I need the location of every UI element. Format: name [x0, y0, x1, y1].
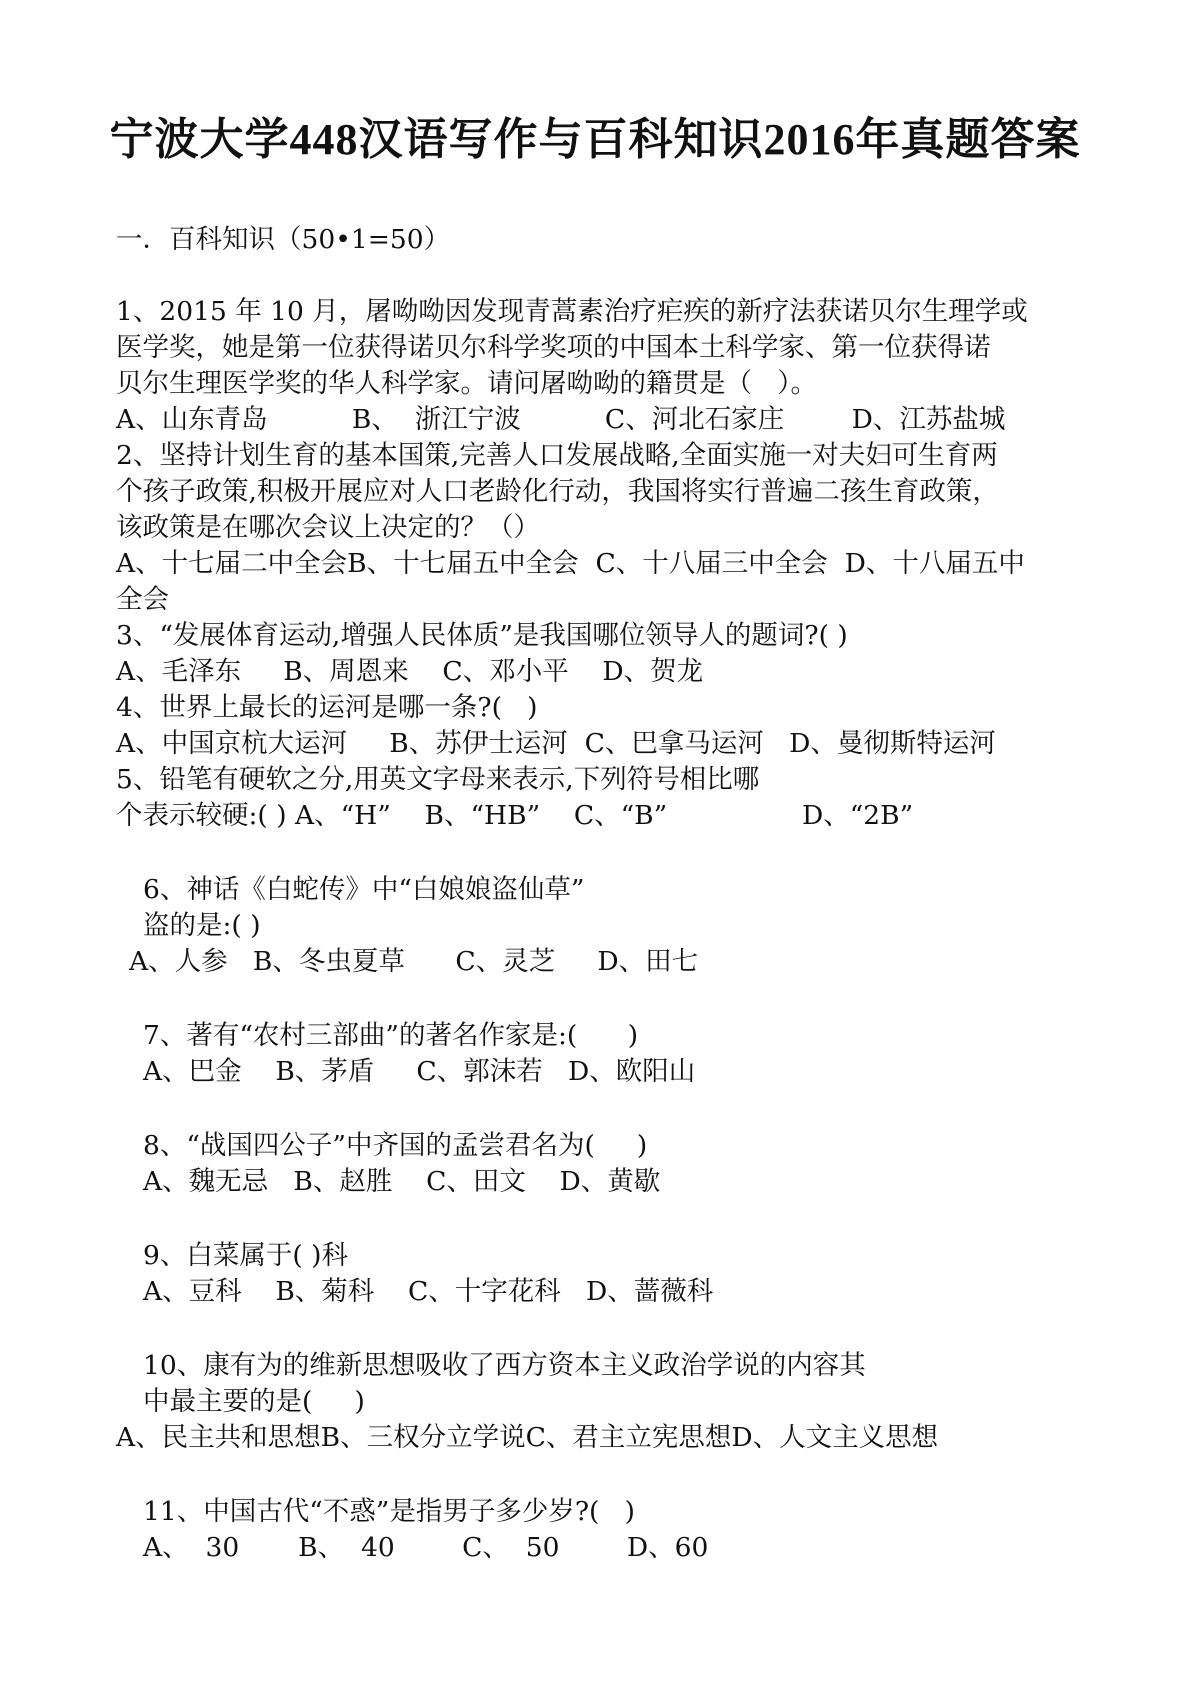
- question-4-options: A、中国京杭大运河 B、苏伊士运河 C、巴拿马运河 D、曼彻斯特运河: [116, 728, 996, 759]
- question-5-line-1: 5、铅笔有硬软之分,用英文字母来表示,下列符号相比哪: [116, 764, 760, 795]
- question-3-line-1: 3、“发展体育运动,增强人民体质”是我国哪位领导人的题词?( ): [116, 620, 848, 651]
- question-7-line-1: 7、著有“农村三部曲”的著名作家是:( ): [143, 1020, 639, 1051]
- question-1-options: A、山东青岛 B、 浙江宁波 C、河北石家庄 D、江苏盐城: [116, 404, 1006, 435]
- question-2-line-3: 该政策是在哪次会议上决定的？（）: [116, 512, 540, 543]
- question-1-line-2: 医学奖，她是第一位获得诺贝尔科学奖项的中国本土科学家、第一位获得诺: [116, 332, 991, 363]
- question-2-options: A、十七届二中全会B、十七届五中全会 C、十八届三中全会 D、十八届五中: [116, 548, 1025, 579]
- question-10-line-1: 10、康有为的维新思想吸收了西方资本主义政治学说的内容其: [143, 1350, 866, 1381]
- question-2-line-2: 个孩子政策,积极开展应对人口老龄化行动，我国将实行普遍二孩生育政策，: [116, 476, 999, 507]
- section-heading: 一．百科知识（50•1=50）: [116, 224, 451, 255]
- document-title: 宁波大学448汉语写作与百科知识2016年真题答案: [109, 115, 1081, 164]
- question-8-line-1: 8、“战国四公子”中齐国的孟尝君名为( ): [143, 1130, 648, 1161]
- question-1-line-1: 1、2015 年 10 月，屠呦呦因发现青蒿素治疗疟疾的新疗法获诺贝尔生理学或: [116, 296, 1028, 327]
- question-4-line-1: 4、世界上最长的运河是哪一条?( ): [116, 692, 538, 723]
- question-8-options: A、魏无忌 B、赵胜 C、田文 D、黄歇: [143, 1166, 661, 1197]
- question-5-line-2: 个表示较硬:( ) A、“H” B、“HB” C、“B” D、“2B”: [116, 800, 914, 831]
- question-3-options: A、毛泽东 B、周恩来 C、邓小平 D、贺龙: [116, 656, 704, 687]
- question-2-line-1: 2、坚持计划生育的基本国策,完善人口发展战略,全面实施一对夫妇可生育两: [116, 440, 998, 471]
- question-11-options: A、 30 B、 40 C、 50 D、60: [143, 1532, 709, 1563]
- question-10-options: A、民主共和思想B、三权分立学说C、君主立宪思想D、人文主义思想: [116, 1422, 939, 1453]
- question-1-line-3: 贝尔生理医学奖的华人科学家。请问屠呦呦的籍贯是（ ）。: [116, 368, 818, 399]
- question-6-options: A、人参 B、冬虫夏草 C、灵芝 D、田七: [129, 946, 699, 977]
- question-6-line-1: 6、神话《白蛇传》中“白娘娘盗仙草”: [143, 874, 585, 905]
- question-11-line-1: 11、中国古代“不惑”是指男子多少岁?( ): [143, 1496, 635, 1527]
- question-2-options-cont: 全会: [116, 584, 169, 615]
- question-7-options: A、巴金 B、茅盾 C、郭沫若 D、欧阳山: [143, 1056, 696, 1087]
- question-10-line-2: 中最主要的是( ): [143, 1386, 365, 1417]
- question-9-line-1: 9、白菜属于( )科: [143, 1240, 348, 1271]
- question-6-line-2: 盗的是:( ): [143, 910, 261, 941]
- question-9-options: A、豆科 B、菊科 C、十字花科 D、蔷薇科: [143, 1276, 714, 1307]
